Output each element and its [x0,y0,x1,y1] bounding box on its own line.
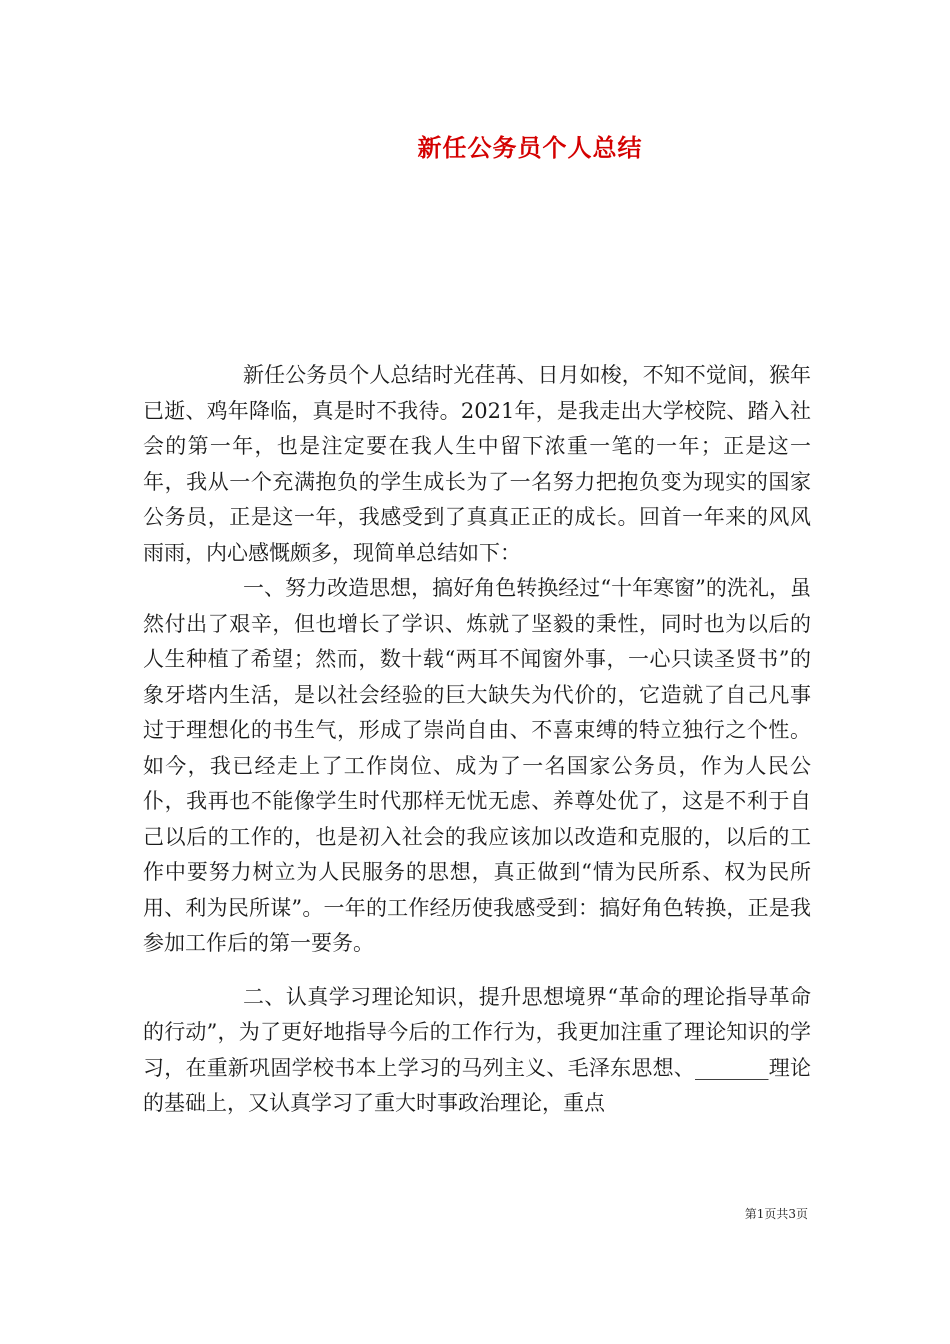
paragraph-section-2: 二、认真学习理论知识，提升思想境界“革命的理论指导革命的行动”，为了更好地指导今后的工作行为，我更加注重了理论知识的学习，在重新巩固学校书本上学习的马列主义、毛泽东思想、_______理论的基础上，又认真学习了重大时事政治理论，重点 [143,984,811,1115]
document-body [143,358,811,1122]
page-number: 第1页共3页 [744,1207,808,1221]
paragraph-intro: 新任公务员个人总结时光荏苒、日月如梭，不知不觉间，猴年已逝、鸡年降临，真是时不我待。2021年，是我走出大学校院、踏入社会的第一年，也是注定要在我人生中留下浓重一笔的一年；正是这一年，我从一个充满抱负的学生成长为了一名努力把抱负变为现实的国家公务员，正是这一年，我感受到了真真正正的成长。回首一年来的风风雨雨，内心感慨颇多，现简单总结如下： [143,363,811,565]
document-title: 新任公务员个人总结 [417,133,643,162]
paragraph-section-1: 一、努力改造思想，搞好角色转换经过“十年寒窗”的洗礼，虽然付出了艰辛，但也增长了学识、炼就了坚毅的秉性，同时也为以后的人生种植了希望；然而，数十载“两耳不闻窗外事，一心只读圣贤书”的象牙塔内生活，是以社会经验的巨大缺失为代价的，它造就了自己凡事过于理想化的书生气，形成了崇尚自由、不喜束缚的特立独行之个性。如今，我已经走上了工作岗位、成为了一名国家公务员，作为人民公仆，我再也不能像学生时代那样无忧无虑、养尊处优了，这是不利于自己以后的工作的，也是初入社会的我应该加以改造和克服的，以后的工作中要努力树立为人民服务的思想，真正做到“情为民所系、权为民所用、利为民所谋”。一年的工作经历使我感受到：搞好角色转换，正是我参加工作后的第一要务。 [143,576,811,955]
